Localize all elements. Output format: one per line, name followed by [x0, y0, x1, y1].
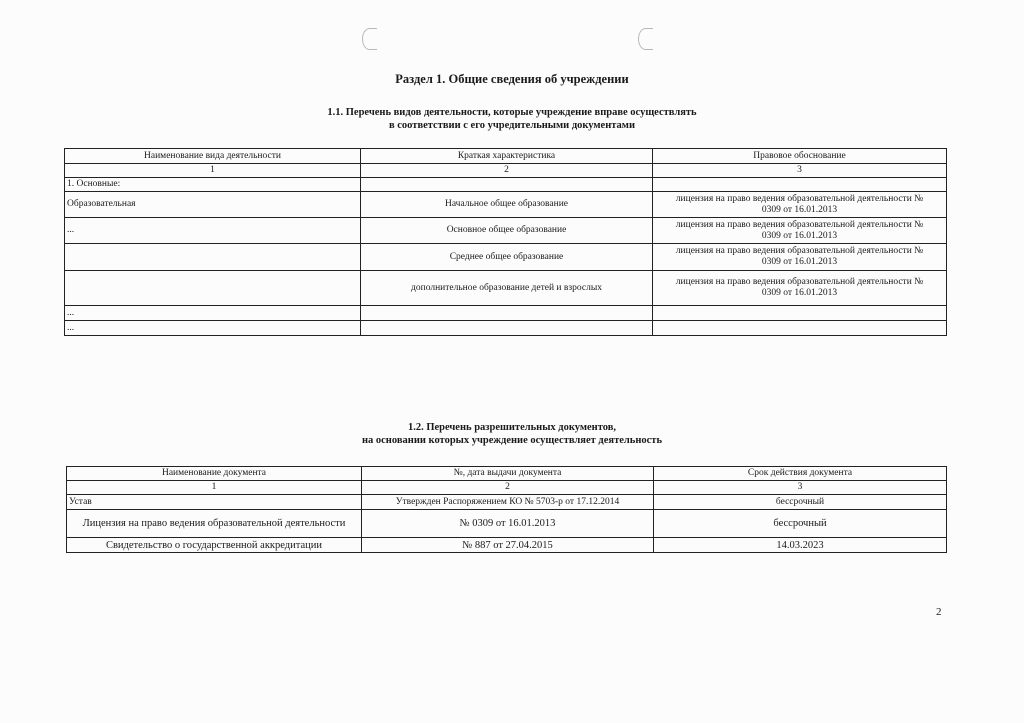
- column-number-row: 1 2 3: [65, 164, 947, 178]
- table-header-row: [65, 149, 947, 164]
- subsection-2-title: 1.2. Перечень разрешительных документов, на основании которых учреждение осуществляет деятельность: [361, 422, 663, 446]
- subsection-1-title: 1.1. Перечень видов деятельности, которые учреждение вправе осуществлять в соответствии с его учредительными документами: [327, 107, 697, 131]
- table-header-row: [67, 467, 947, 481]
- punch-hole-mark: [362, 28, 377, 50]
- punch-hole-mark: [638, 28, 653, 50]
- table-row: Образовательная Начальное общее образование лицензия на право ведения образовательной деятельности № 0309 от 16.01.2013: [65, 192, 947, 218]
- table-row: Устав Утвержден Распоряжением КО № 5703-р от 17.12.2014 бессрочный: [67, 495, 947, 510]
- table-row: дополнительное образование детей и взрослых лицензия на право ведения образовательной деятельности № 0309 от 16.01.2013: [65, 271, 947, 306]
- activities-table: [64, 148, 947, 336]
- table-row: Среднее общее образование лицензия на право ведения образовательной деятельности № 0309 от 16.01.2013: [65, 244, 947, 271]
- column-header: Наименование вида деятельности: [65, 149, 361, 164]
- column-header: Срок действия документа: [654, 467, 947, 481]
- column-header: №, дата выдачи документа: [362, 467, 654, 481]
- column-header: Краткая характеристика: [361, 149, 653, 164]
- page-number: 2: [936, 606, 942, 618]
- table-row: Лицензия на право ведения образовательной деятельности № 0309 от 16.01.2013 бессрочный: [67, 510, 947, 538]
- table-row: ...: [65, 306, 947, 321]
- column-header: Наименование документа: [67, 467, 362, 481]
- column-header: Правовое обоснование: [653, 149, 947, 164]
- section-title: Раздел 1. Общие сведения об учреждении: [395, 72, 629, 86]
- table-row: ...: [65, 321, 947, 336]
- table-row: Свидетельство о государственной аккредитации № 887 от 27.04.2015 14.03.2023: [67, 538, 947, 553]
- table-row: ... Основное общее образование лицензия на право ведения образовательной деятельности № 0309 от 16.01.2013: [65, 218, 947, 244]
- permits-table: [66, 466, 947, 553]
- column-number-row: 1 2 3: [67, 481, 947, 495]
- table-row: 1. Основные:: [65, 178, 947, 192]
